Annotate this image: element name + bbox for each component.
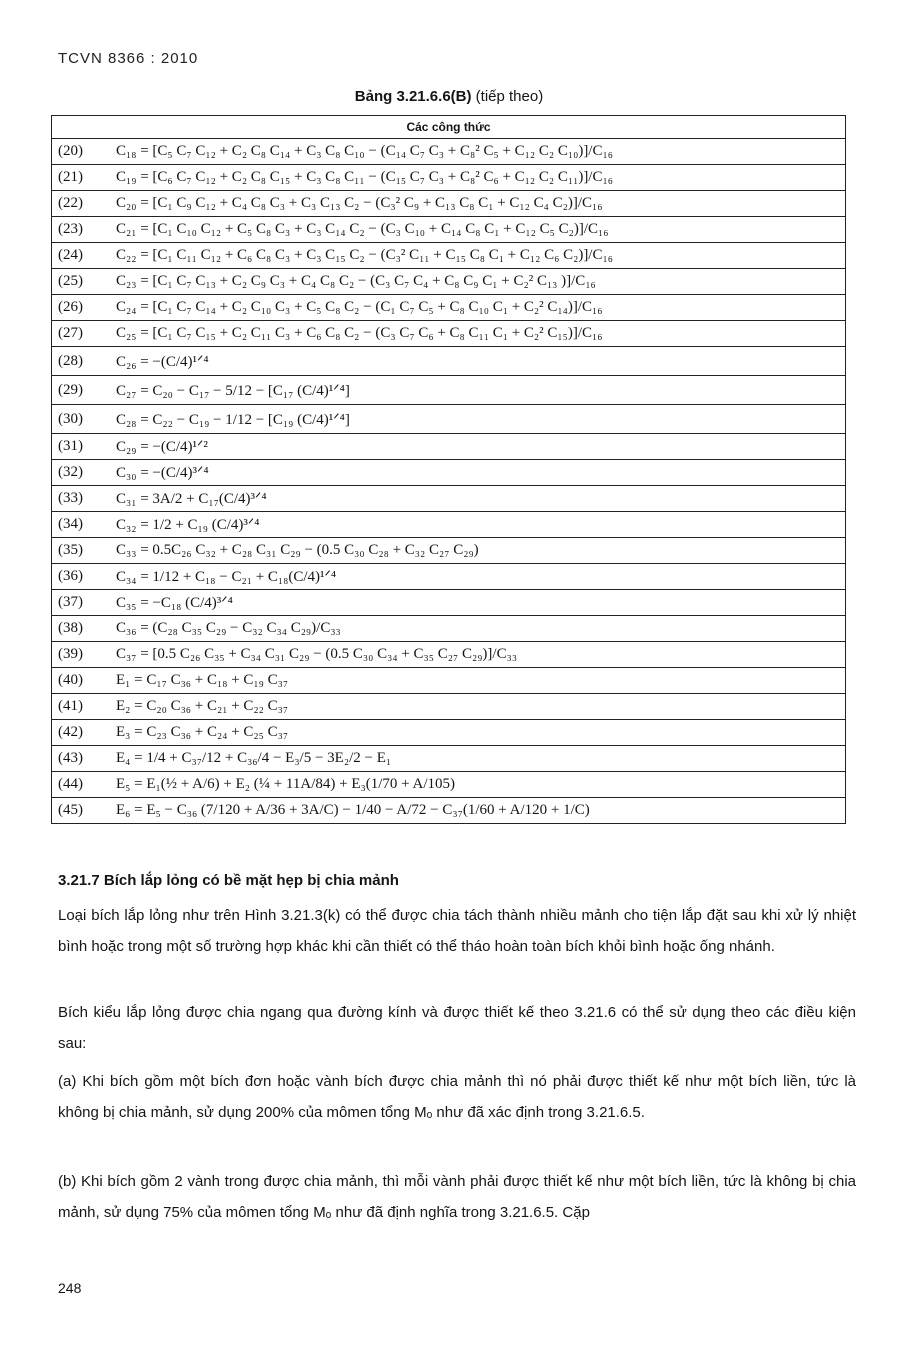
formula-expression: C₃₁ = 3A/2 + C₁₇(C/4)³ᐟ⁴: [110, 486, 846, 512]
formula-number: (30): [52, 405, 111, 434]
formula-number: (23): [52, 217, 111, 243]
table-row: [52, 590, 846, 616]
formula-expression: E₅ = E₁(½ + A/6) + E₂ (¼ + 11A/84) + E₃(1/70 + A/105): [110, 772, 846, 798]
formula-expression: C₃₆ = (C₂₈ C₃₅ C₂₉ − C₃₂ C₃₄ C₂₉)/C₃₃: [110, 616, 846, 642]
table-row: [52, 243, 846, 269]
formula-expression: C₁₈ = [C₅ C₇ C₁₂ + C₂ C₈ C₁₄ + C₃ C₈ C₁₀ − (C₁₄ C₇ C₃ + C₈² C₅ + C₁₂ C₂ C₁₀)]/C₁₆: [110, 139, 846, 165]
table-header-cell: Các công thức: [52, 116, 846, 139]
formula-number: (41): [52, 694, 111, 720]
table-row: [52, 460, 846, 486]
formula-number: (24): [52, 243, 111, 269]
formula-number: (38): [52, 616, 111, 642]
table-caption-title: Bảng 3.21.6.6(B): [354, 88, 472, 105]
table-row: [52, 486, 846, 512]
formula-expression: E₄ = 1/4 + C₃₇/12 + C₃₆/4 − E₃/5 − 3E₂/2 − E₁: [110, 746, 846, 772]
paragraph-item-a: (a) Khi bích gồm một bích đơn hoặc vành bích được chia mảnh thì nó phải được thiết kế như một bích liền, tức là không bị chia mảnh, sử dụng 200% của mômen tổng Mₒ như đã xác định trong 3.21.6.5.: [58, 1073, 856, 1121]
formula-number: (37): [52, 590, 111, 616]
formula-expression: C₂₃ = [C₁ C₇ C₁₃ + C₂ C₉ C₃ + C₄ C₈ C₂ − (C₃ C₇ C₄ + C₈ C₉ C₁ + C₂² C₁₃ )]/C₁₆: [110, 269, 846, 295]
formula-number: (36): [52, 564, 111, 590]
formula-expression: C₃₂ = 1/2 + C₁₉ (C/4)³ᐟ⁴: [110, 512, 846, 538]
formula-expression: E₆ = E₅ − C₃₆ (7/120 + A/36 + 3A/C) − 1/40 − A/72 − C₃₇(1/60 + A/120 + 1/C): [110, 798, 846, 824]
formula-expression: C₂₉ = −(C/4)¹ᐟ²: [110, 434, 846, 460]
formula-expression: C₃₇ = [0.5 C₂₆ C₃₅ + C₃₄ C₃₁ C₂₉ − (0.5 C₃₀ C₃₄ + C₃₅ C₂₇ C₂₉)]/C₃₃: [110, 642, 846, 668]
formula-number: (29): [52, 376, 111, 405]
table-caption: [0, 88, 898, 105]
table-row: [52, 668, 846, 694]
formula-number: (44): [52, 772, 111, 798]
table-row: [52, 434, 846, 460]
table-row: [52, 798, 846, 824]
paragraph-intro: Loại bích lắp lỏng như trên Hình 3.21.3(k) có thể được chia tách thành nhiều mảnh cho tiện lắp đặt sau khi xử lý nhiệt bình hoặc trong một số trường hợp khác khi cần thiết có thể tháo hoàn toàn bích khỏi bình hoặc ống nhánh.: [58, 907, 856, 955]
table-row: [52, 746, 846, 772]
formula-expression: C₂₁ = [C₁ C₁₀ C₁₂ + C₅ C₈ C₃ + C₃ C₁₄ C₂ − (C₃ C₁₀ + C₁₄ C₈ C₁ + C₁₂ C₅ C₂)]/C₁₆: [110, 217, 846, 243]
section-heading: 3.21.7 Bích lắp lỏng có bề mặt hẹp bị chia mảnh: [58, 872, 399, 889]
table-row: [52, 376, 846, 405]
table-row: [52, 642, 846, 668]
formula-number: (33): [52, 486, 111, 512]
paragraph-item-b: (b) Khi bích gồm 2 vành trong được chia mảnh, thì mỗi vành phải được thiết kế như một bích liền, tức là không bị chia mảnh, sử dụng 75% của mômen tổng Mₒ như đã định nghĩa trong 3.21.6.5. Cặp: [58, 1173, 856, 1221]
formula-expression: C₁₉ = [C₆ C₇ C₁₂ + C₂ C₈ C₁₅ + C₃ C₈ C₁₁ − (C₁₅ C₇ C₃ + C₈² C₆ + C₁₂ C₂ C₁₁)]/C₁₆: [110, 165, 846, 191]
formulas-table: [51, 115, 846, 824]
formula-expression: E₃ = C₂₃ C₃₆ + C₂₄ + C₂₅ C₃₇: [110, 720, 846, 746]
formulas-table-body: [52, 139, 846, 824]
formula-number: (43): [52, 746, 111, 772]
formula-expression: C₃₅ = −C₁₈ (C/4)³ᐟ⁴: [110, 590, 846, 616]
formula-expression: C₂₈ = C₂₂ − C₁₉ − 1/12 − [C₁₉ (C/4)¹ᐟ⁴]: [110, 405, 846, 434]
table-row: [52, 217, 846, 243]
table-row: [52, 694, 846, 720]
document-header: TCVN 8366 : 2010: [58, 50, 199, 67]
formula-expression: C₂₅ = [C₁ C₇ C₁₅ + C₂ C₁₁ C₃ + C₆ C₈ C₂ − (C₃ C₇ C₆ + C₈ C₁₁ C₁ + C₂² C₁₅)]/C₁₆: [110, 321, 846, 347]
formula-number: (31): [52, 434, 111, 460]
table-row: [52, 347, 846, 376]
table-row: [52, 512, 846, 538]
formula-expression: C₂₀ = [C₁ C₉ C₁₂ + C₄ C₈ C₃ + C₃ C₁₃ C₂ − (C₃² C₉ + C₁₃ C₈ C₁ + C₁₂ C₄ C₂)]/C₁₆: [110, 191, 846, 217]
table-row: [52, 321, 846, 347]
table-row: [52, 165, 846, 191]
table-row: [52, 405, 846, 434]
formula-number: (45): [52, 798, 111, 824]
table-row: [52, 720, 846, 746]
formula-expression: C₃₄ = 1/12 + C₁₈ − C₂₁ + C₁₈(C/4)¹ᐟ⁴: [110, 564, 846, 590]
formula-expression: C₃₀ = −(C/4)³ᐟ⁴: [110, 460, 846, 486]
formula-expression: E₂ = C₂₀ C₃₆ + C₂₁ + C₂₂ C₃₇: [110, 694, 846, 720]
formula-number: (27): [52, 321, 111, 347]
formula-number: (21): [52, 165, 111, 191]
formula-number: (40): [52, 668, 111, 694]
paragraph-conditions: Bích kiểu lắp lỏng được chia ngang qua đường kính và được thiết kế theo 3.21.6 có thể sử dụng theo các điều kiện sau:: [58, 1004, 856, 1052]
formula-number: (22): [52, 191, 111, 217]
formula-expression: E₁ = C₁₇ C₃₆ + C₁₈ + C₁₉ C₃₇: [110, 668, 846, 694]
table-row: [52, 191, 846, 217]
formula-number: (25): [52, 269, 111, 295]
formula-number: (20): [52, 139, 111, 165]
table-row: [52, 295, 846, 321]
formula-number: (35): [52, 538, 111, 564]
table-row: [52, 139, 846, 165]
table-caption-suffix: (tiếp theo): [471, 88, 544, 105]
formula-expression: C₂₇ = C₂₀ − C₁₇ − 5/12 − [C₁₇ (C/4)¹ᐟ⁴]: [110, 376, 846, 405]
formula-number: (42): [52, 720, 111, 746]
formula-expression: C₂₄ = [C₁ C₇ C₁₄ + C₂ C₁₀ C₃ + C₅ C₈ C₂ − (C₁ C₇ C₅ + C₈ C₁₀ C₁ + C₂² C₁₄)]/C₁₆: [110, 295, 846, 321]
formula-expression: C₂₂ = [C₁ C₁₁ C₁₂ + C₆ C₈ C₃ + C₃ C₁₅ C₂ − (C₃² C₁₁ + C₁₅ C₈ C₁ + C₁₂ C₆ C₂)]/C₁₆: [110, 243, 846, 269]
formula-number: (39): [52, 642, 111, 668]
formula-expression: C₃₃ = 0.5C₂₆ C₃₂ + C₂₈ C₃₁ C₂₉ − (0.5 C₃₀ C₂₈ + C₃₂ C₂₇ C₂₉): [110, 538, 846, 564]
formula-number: (34): [52, 512, 111, 538]
table-header-row: [52, 116, 846, 139]
page-number: 248: [58, 1280, 82, 1296]
table-row: [52, 616, 846, 642]
formula-number: (32): [52, 460, 111, 486]
table-row: [52, 269, 846, 295]
formula-number: (26): [52, 295, 111, 321]
table-row: [52, 538, 846, 564]
table-row: [52, 564, 846, 590]
formula-number: (28): [52, 347, 111, 376]
formula-expression: C₂₆ = −(C/4)¹ᐟ⁴: [110, 347, 846, 376]
table-row: [52, 772, 846, 798]
